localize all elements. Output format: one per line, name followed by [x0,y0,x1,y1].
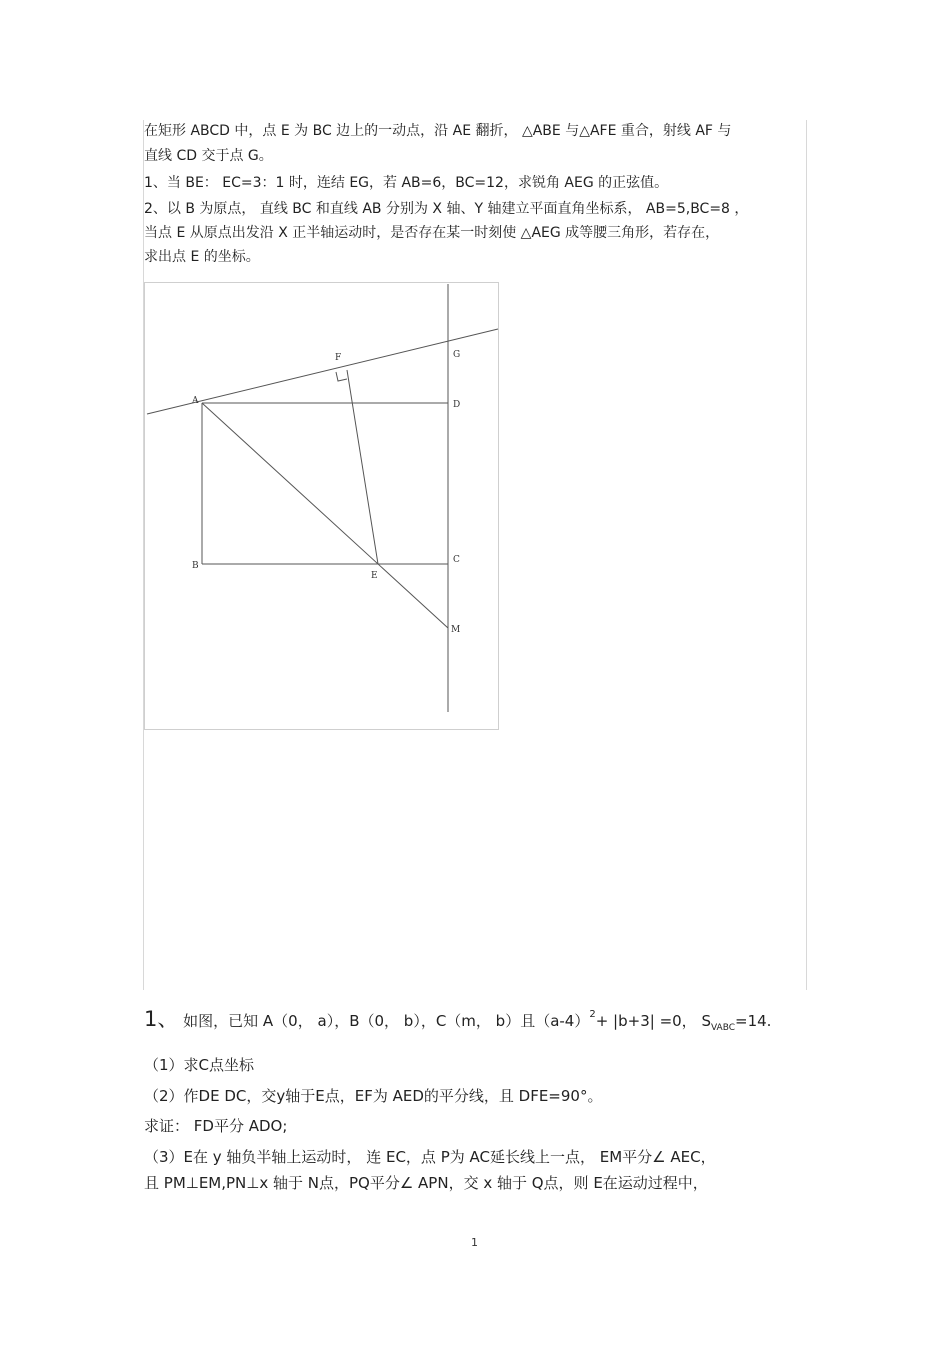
right-angle-mark [336,372,347,381]
geometry-figure-svg [144,282,500,732]
segment-fe [347,370,378,564]
problem2-number: 1、 [144,1007,179,1031]
page-number: 1 [471,1236,478,1249]
geometry-figure [144,282,500,736]
problem1-line5: 当点 E 从原点出发沿 X 正半轴运动时，是否存在某一时刻使 △AEG 成等腰三角形，若存在， [144,225,720,241]
label-m: M [451,625,461,635]
label-a: A [192,396,199,406]
problem1-line1: 在矩形 ABCD 中，点 E 为 BC 边上的一动点，沿 AE 翻折， △ABE 与△AFE 重合，射线 AF 与 [144,123,732,139]
problem2-q4: （3）E在 y 轴负半轴上运动时， 连 EC，点 P为 AC延长线上一点， EM平分∠ AEC， [144,1148,716,1166]
problem1-line4: 2、以 B 为原点， 直线 BC 和直线 AB 分别为 X 轴、Y 轴建立平面直角坐标系， AB=5,BC=8 ， [144,201,749,217]
problem2-subscript: VABC [710,1023,736,1033]
problem2-text-a: 如图，已知 A（0， a），B（0， b），C（m， b）且（a-4） [183,1012,590,1030]
problem1-line2: 直线 CD 交于点 G。 [144,148,273,164]
figure-frame [145,283,499,730]
problem2-exponent: 2 [589,1009,596,1020]
problem2-q3: 求证： FD平分 ADO; [144,1117,288,1135]
label-e: E [371,571,378,581]
label-g: G [453,350,461,360]
problem2-q1: （1）求C点坐标 [144,1056,255,1074]
problem2-text-b: + |b+3| =0， S [595,1012,711,1030]
problem2-q5: 且 PM⊥EM,PN⊥x 轴于 N点，PQ平分∠ APN，交 x 轴于 Q点，则 E在运动过程中， [144,1174,708,1192]
problem1-line3: 1、当 BE： EC=3：1 时，连结 EG，若 AB=6，BC=12，求锐角 AEG 的正弦值。 [144,175,669,191]
label-f: F [335,353,342,363]
label-d: D [453,400,461,410]
ray-af-line [147,329,498,414]
problem2-header [144,1003,771,1033]
label-c: C [453,555,460,565]
problem2-q2: （2）作DE DC，交y轴于E点，EF为 AED的平分线，且 DFE=90°。 [144,1087,603,1105]
right-border-line [806,120,807,990]
problem1-line6: 求出点 E 的坐标。 [144,249,260,265]
segment-ae-extended [202,403,448,628]
label-b: B [192,561,199,571]
problem2-text-c: =14. [735,1012,772,1030]
